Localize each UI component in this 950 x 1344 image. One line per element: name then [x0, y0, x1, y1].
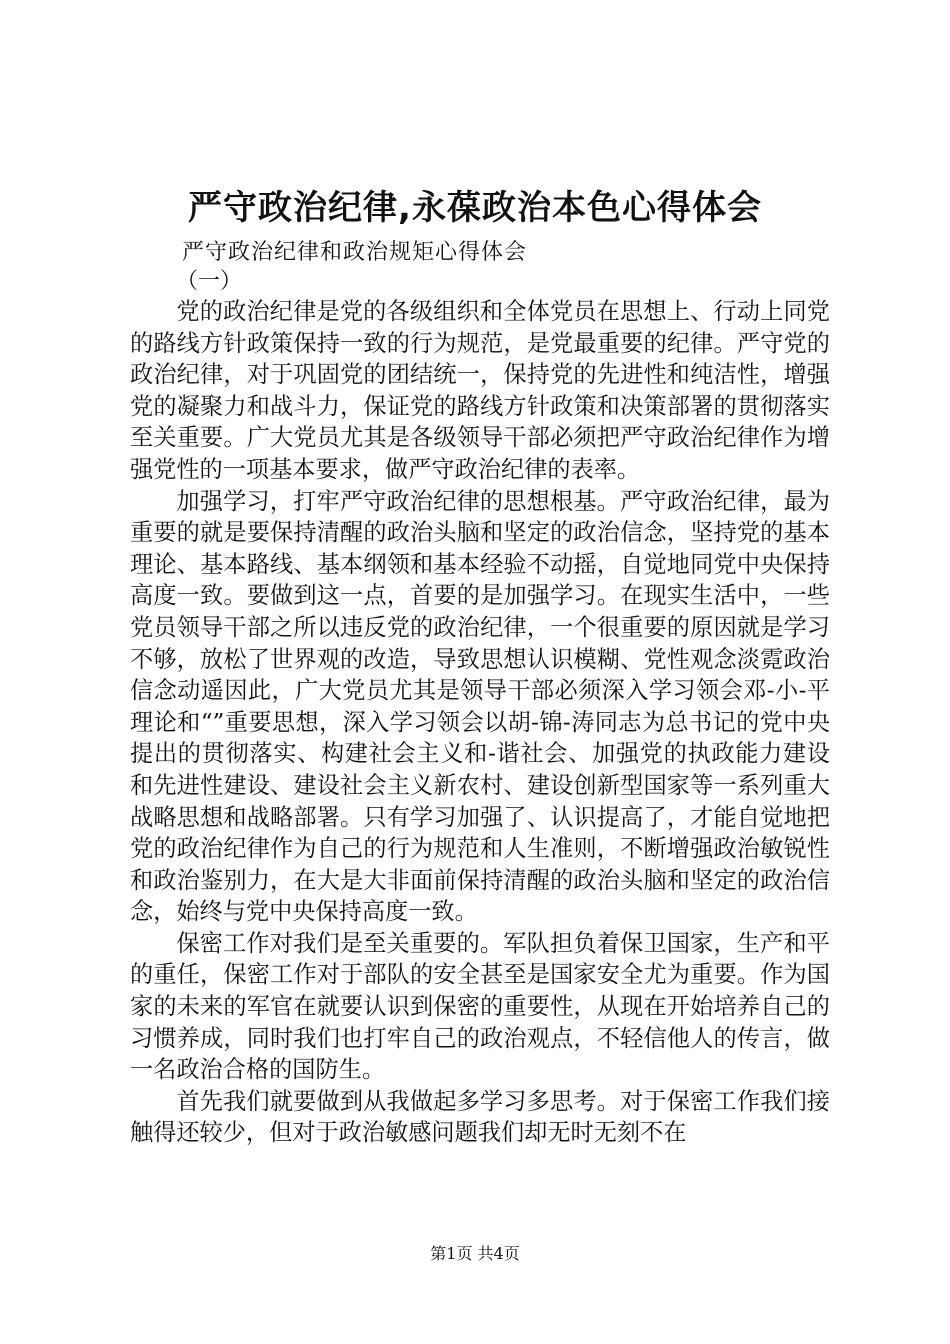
page-footer: 第1页 共4页 — [430, 1244, 520, 1263]
section-label: （一） — [176, 269, 243, 294]
body-paragraph: 首先我们就要做到从我做起多学习多思考。对于保密工作我们接触得还较少，但对于政治敏感问题我们却无时无刻不在 — [130, 1087, 830, 1147]
body-paragraph: 保密工作对我们是至关重要的。军队担负着保卫国家，生产和平的重任，保密工作对于部队的安全甚至是国家安全尤为重要。作为国家的未来的军官在就要认识到保密的重要性，从现在开始培养自己的习惯养成，同时我们也打牢自己的政治观点，不轻信他人的传言，做一名政治合格的国防生。 — [130, 929, 830, 1084]
document-title: 严守政治纪律,永葆政治本色心得体会 — [188, 188, 762, 228]
body-paragraph: 加强学习，打牢严守政治纪律的思想根基。严守政治纪律，最为重要的就是要保持清醒的政治头脑和坚定的政治信念，坚持党的基本理论、基本路线、基本纲领和基本经验不动摇，自觉地同党中央保持高度一致。要做到这一点，首要的是加强学习。在现实生活中，一些党员领导干部之所以违反党的政治纪律，一个很重要的原因就是学习不够，放松了世界观的改造，导致思想认识模糊、党性观念淡霓政治信念动遥因此，广大党员尤其是领导干部必须深入学习领会邓-小-平理论和“”重要思想，深入学习领会以胡-锦-涛同志为总书记的党中央提出的贯彻落实、构建社会主义和-谐社会、加强党的执政能力建设和先进性建设、建设社会主义新农村、建设创新型国家等一系列重大战略思想和战略部署。只有学习加强了、认识提高了，才能自觉地把党的政治纪律作为自己的行为规范和人生准则，不断增强政治敏锐性和政治鉴别力，在大是大非面前保持清醒的政治头脑和坚定的政治信念，始终与党中央保持高度一致。 — [130, 487, 830, 926]
document-subtitle: 严守政治纪律和政治规矩心得体会 — [182, 240, 528, 265]
body-paragraph: 党的政治纪律是党的各级组织和全体党员在思想上、行动上同党的路线方针政策保持一致的行为规范，是党最重要的纪律。严守党的政治纪律，对于巩固党的团结统一，保持党的先进性和纯洁性，增强党的凝聚力和战斗力，保证党的路线方针政策和决策部署的贯彻落实至关重要。广大党员尤其是各级领导干部必须把严守政治纪律作为增强党性的一项基本要求，做严守政治纪律的表率。 — [130, 298, 830, 483]
document-body — [130, 296, 830, 1149]
